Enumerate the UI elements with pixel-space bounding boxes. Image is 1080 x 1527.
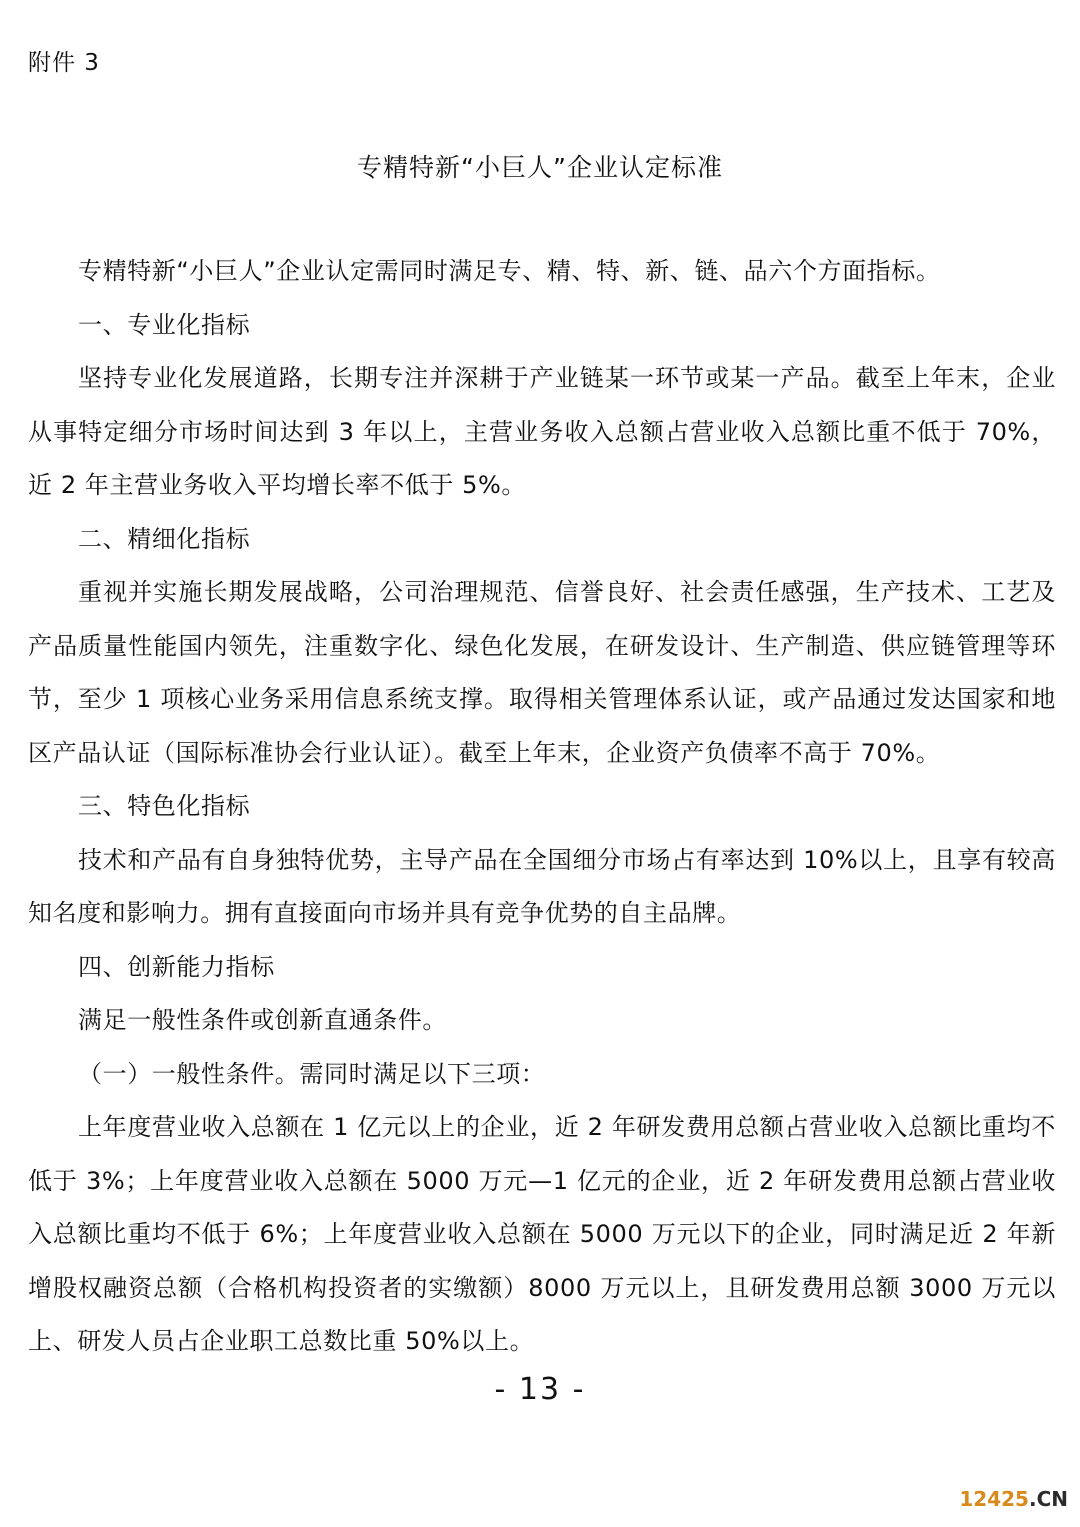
section-1-paragraph: 坚持专业化发展道路，长期专注并深耕于产业链某一环节或某一产品。截至上年末，企业从事特定细分市场时间达到 3 年以上，主营业务收入总额占营业收入总额比重不低于 70%，近 2 年主营业务收入平均增长率不低于 5%。 — [28, 364, 1056, 499]
section-4-paragraph: 满足一般性条件或创新直通条件。 — [78, 1006, 447, 1034]
watermark-tld: .CN — [1028, 1487, 1068, 1511]
attachment-label: 附件 3 — [28, 50, 100, 76]
section-1-heading: 一、专业化指标 — [78, 310, 251, 339]
watermark-number: 12425 — [959, 1487, 1029, 1511]
site-watermark — [959, 1487, 1068, 1511]
section-4-sub-heading: （一）一般性条件。需同时满足以下三项： — [78, 1059, 546, 1088]
section-2-paragraph: 重视并实施长期发展战略，公司治理规范、信誉良好、社会责任感强，生产技术、工艺及产品质量性能国内领先，注重数字化、绿色化发展，在研发设计、生产制造、供应链管理等环节，至少 1 项核心业务采用信息系统支撑。取得相关管理体系认证，或产品通过发达国家和地区产品认证（国际标准协会行业认证）。截至上年末，企业资产负债率不高于 70%。 — [28, 578, 1056, 767]
page-number: - 13 - — [494, 1372, 586, 1407]
section-4-heading: 四、创新能力指标 — [78, 952, 275, 981]
document-body — [28, 245, 1056, 1369]
document-title: 专精特新“小巨人”企业认定标准 — [357, 153, 723, 182]
section-3-paragraph: 技术和产品有自身独特优势，主导产品在全国细分市场占有率达到 10%以上，且享有较高知名度和影响力。拥有直接面向市场并具有竞争优势的自主品牌。 — [28, 845, 1056, 927]
intro-paragraph: 专精特新“小巨人”企业认定需同时满足专、精、特、新、链、品六个方面指标。 — [78, 257, 941, 285]
section-4-sub-paragraph: 上年度营业收入总额在 1 亿元以上的企业，近 2 年研发费用总额占营业收入总额比重均不低于 3%；上年度营业收入总额在 5000 万元—1 亿元的企业，近 2 年研发费用总额占营业收入总额比重均不低于 6%；上年度营业收入总额在 5000 万元以下的企业，同时满足近 2 年新增股权融资总额（合格机构投资者的实缴额）8000 万元以上，且研发费用总额 3000 万元以上、研发人员占企业职工总数比重 50%以上。 — [28, 1113, 1056, 1355]
section-2-heading: 二、精细化指标 — [78, 524, 251, 553]
section-3-heading: 三、特色化指标 — [78, 792, 251, 820]
